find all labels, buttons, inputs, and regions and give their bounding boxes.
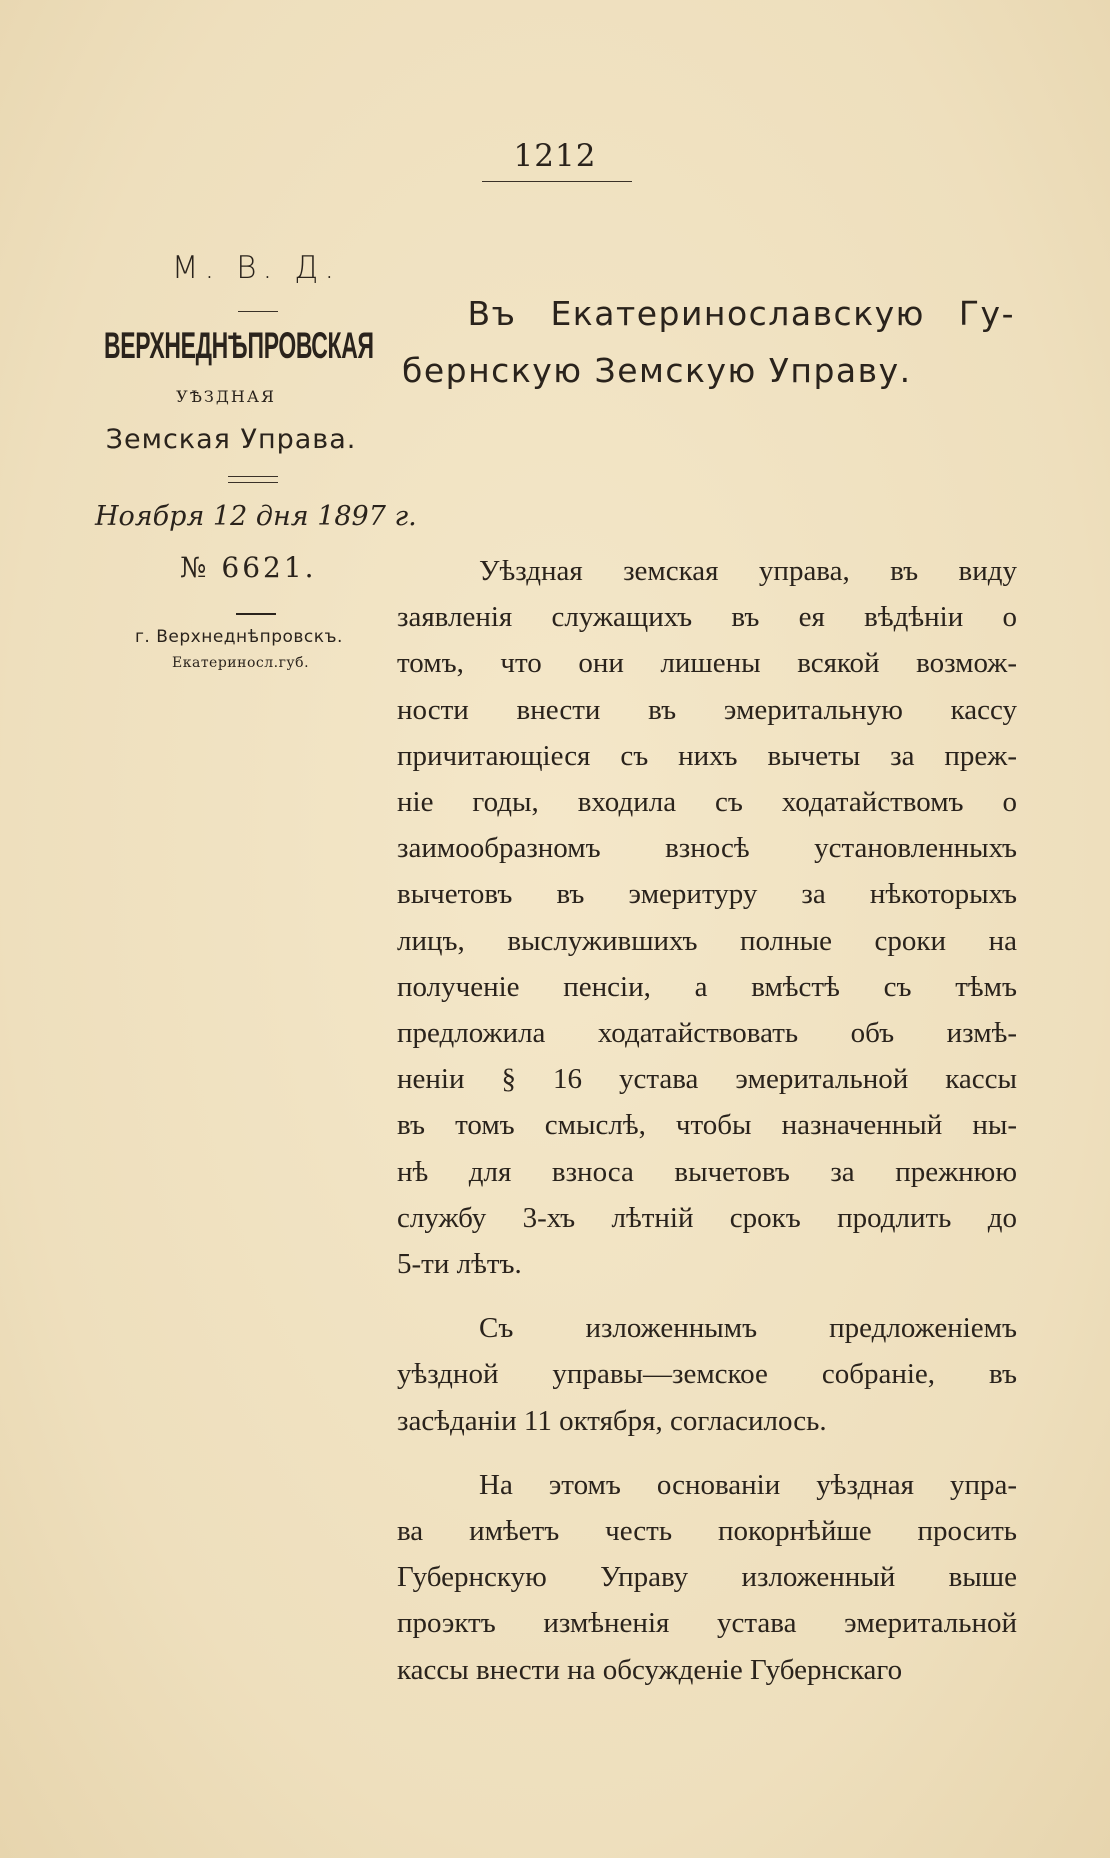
sender-province: Екатериносл.губ. [172,655,310,671]
body-line: ніе годы, входила съ ходатайствомъ о [397,786,1017,819]
page-number: 1212 [513,138,597,174]
letter-body [397,548,1017,1711]
body-line: Съ изложеннымъ предложеніемъ [479,1312,1017,1345]
body-line: лицъ, выслужившихъ полные сроки на [397,924,1017,957]
board-type: УѢЗДНАЯ [176,387,276,406]
body-line: Уѣздная земская управа, въ виду [479,555,1017,587]
board-name: ВЕРХНЕДНѢПРОВСКАЯ [104,325,374,366]
body-paragraph [397,1305,1017,1444]
divider-dash [238,311,278,312]
body-line: предложила ходатайствовать объ измѣ- [397,1017,1017,1050]
sender-town: г. Верхнеднѣпровскъ. [135,627,343,647]
addressee-line-1: Въ Екатеринославскую Гу- [467,294,1015,333]
body-line: полученіе пенсіи, а вмѣстѣ съ тѣмъ [397,970,1017,1003]
body-line: въ томъ смыслѣ, чтобы назначенный ны- [397,1109,1017,1142]
page-number-underline [482,181,632,182]
divider-dash-bold [236,613,276,615]
letter-date: Ноября 12 дня 1897 г. [95,501,417,532]
body-line: ности внести въ эмеритальную кассу [397,693,1017,726]
body-line: проэктъ измѣненія устава эмеритальной [397,1607,1017,1640]
body-line: уѣздной управы—земское собраніе, въ [397,1358,1017,1391]
body-line: заявленія служащихъ въ ея вѣдѣніи о [397,601,1017,634]
body-line: вычетовъ въ эмеритуру за нѣкоторыхъ [397,878,1017,911]
body-paragraph [397,1462,1017,1693]
letter-number: № 6621. [180,551,317,584]
body-line: томъ, что они лишены всякой возмож- [397,647,1017,680]
body-line: заимообразномъ взносѣ установленныхъ [397,832,1017,865]
body-line: 5-ти лѣтъ. [397,1248,522,1281]
body-line: засѣданіи 11 октября, согласилось. [397,1404,827,1437]
addressee [402,285,1015,399]
body-line: нѣ для взноса вычетовъ за прежнюю [397,1155,1017,1188]
board-kind: Земская Управа. [105,424,357,455]
double-rule [228,476,278,483]
body-line: неніи § 16 устава эмеритальной кассы [397,1063,1017,1096]
addressee-line-2: бернскую Земскую Управу. [402,351,912,390]
body-line: Губернскую Управу изложенный выше [397,1561,1017,1594]
body-line: причитающіеся съ нихъ вычеты за преж- [397,739,1017,772]
body-line: На этомъ основаніи уѣздная упра- [479,1468,1017,1501]
body-line: ва имѣетъ честь покорнѣйше просить [397,1515,1017,1548]
ministry-abbreviation: М. В. Д. [171,250,341,286]
body-line: кассы внести на обсужденіе Губернскаго [397,1653,903,1686]
body-paragraph [397,548,1017,1287]
body-line: службу 3-хъ лѣтній срокъ продлить до [397,1201,1017,1234]
